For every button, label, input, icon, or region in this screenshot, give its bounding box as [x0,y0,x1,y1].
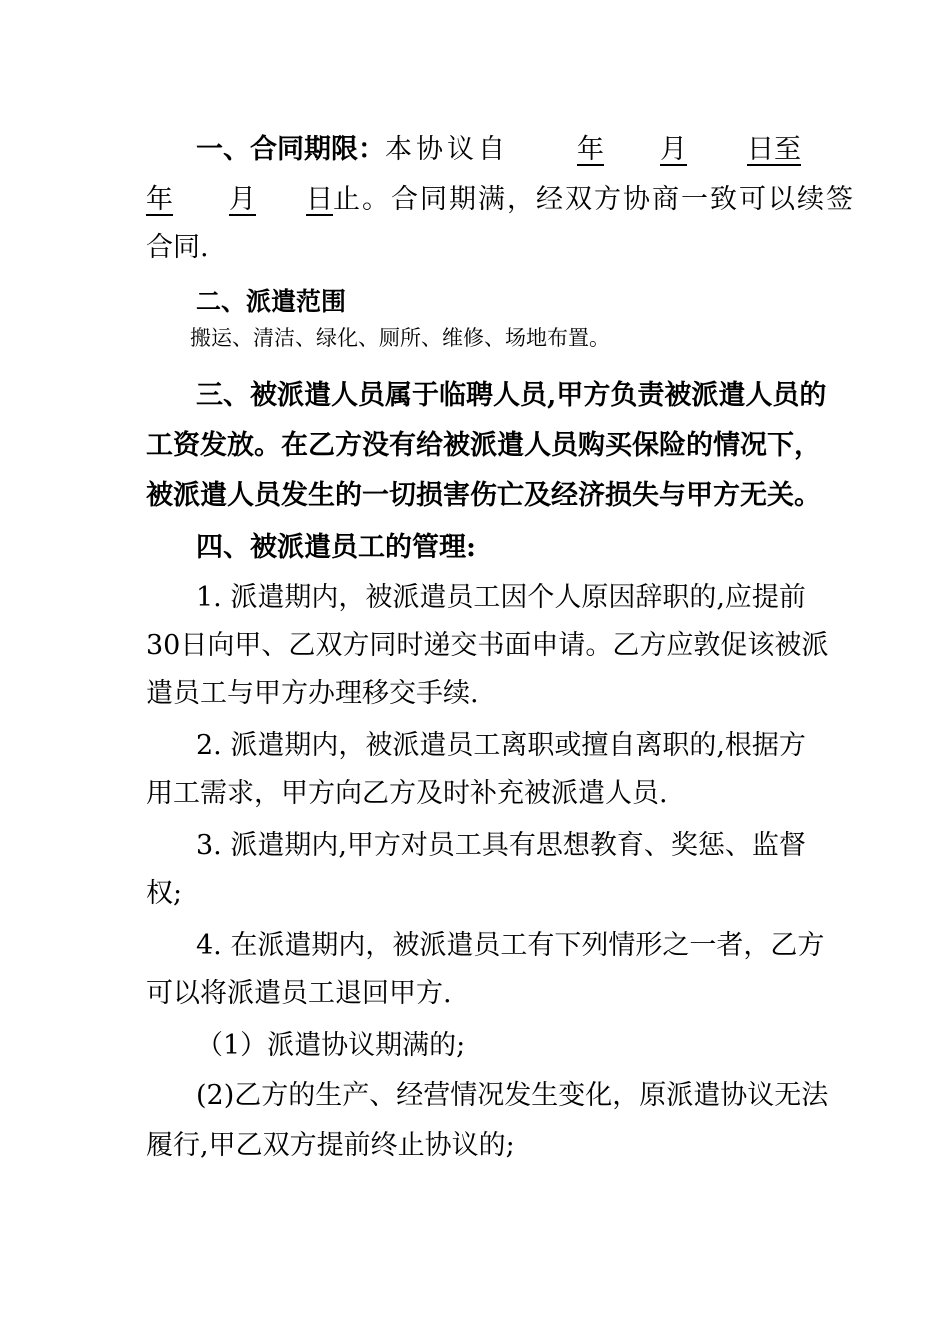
item2-line-1: 2. 派遣期内，被派遣员工离职或擅自离职的,根据方 [196,730,806,761]
item1-line-1: 1. 派遣期内，被派遣员工因个人原因辞职的,应提前 [196,582,806,613]
item1-line-3: 遣员工与甲方办理移交手续. [146,678,479,709]
end-date-blank [146,184,333,215]
item4-line-2: 可以将派遣员工退回甲方. [146,978,452,1009]
sub-item-1: （1）派遣协议期满的; [196,1030,466,1061]
item4-line-1: 4. 在派遣期内，被派遣员工有下列情形之一者，乙方 [196,930,825,961]
item1-line-2: 30日向甲、乙双方同时递交书面申请。乙方应敦促该被派 [146,630,829,661]
item3-line-1: 3. 派遣期内,甲方对员工具有思想教育、奖惩、监督 [196,830,806,861]
dispatch-scope-body: 搬运、清洁、绿化、厕所、维修、场地布置。 [190,326,610,350]
end-year-label: 年 [146,184,173,215]
sub-item-2-line-1: (2)乙方的生产、经营情况发生变化，原派遣协议无法 [196,1080,829,1111]
management-heading: 四、被派遣员工的管理: [196,532,476,563]
start-year-label: 年 [577,134,604,165]
start-month-label: 月 [660,134,687,165]
contract-term-line-2 [146,180,855,220]
contract-term-line-1 [196,130,808,170]
section3-line-3: 被派遣人员发生的一切损害伤亡及经济损失与甲方无关。 [146,480,821,511]
sub-item-2-line-2: 履行,甲乙双方提前终止协议的; [146,1130,515,1161]
item3-line-2: 权; [146,878,183,909]
start-day-label: 日至 [747,134,801,165]
contract-term-heading: 一、合同期限： [196,134,385,165]
section3-line-2: 工资发放。在乙方没有给被派遣人员购买保险的情况下， [146,430,821,461]
start-date-blank [509,134,801,165]
dispatch-scope-heading: 二、派遣范围 [196,287,347,316]
item2-line-2: 用工需求，甲方向乙方及时补充被派遣人员. [146,778,668,809]
contract-term-trail: 止。合同期满，经双方协商一致可以续签 [333,184,855,215]
section3-line-1: 三、被派遣人员属于临聘人员,甲方负责被派遣人员的 [196,380,827,411]
end-day-label: 日 [306,184,333,215]
contract-term-line-3: 合同. [146,232,209,263]
contract-term-text: 本协议自 [385,134,509,165]
end-month-label: 月 [229,184,256,215]
